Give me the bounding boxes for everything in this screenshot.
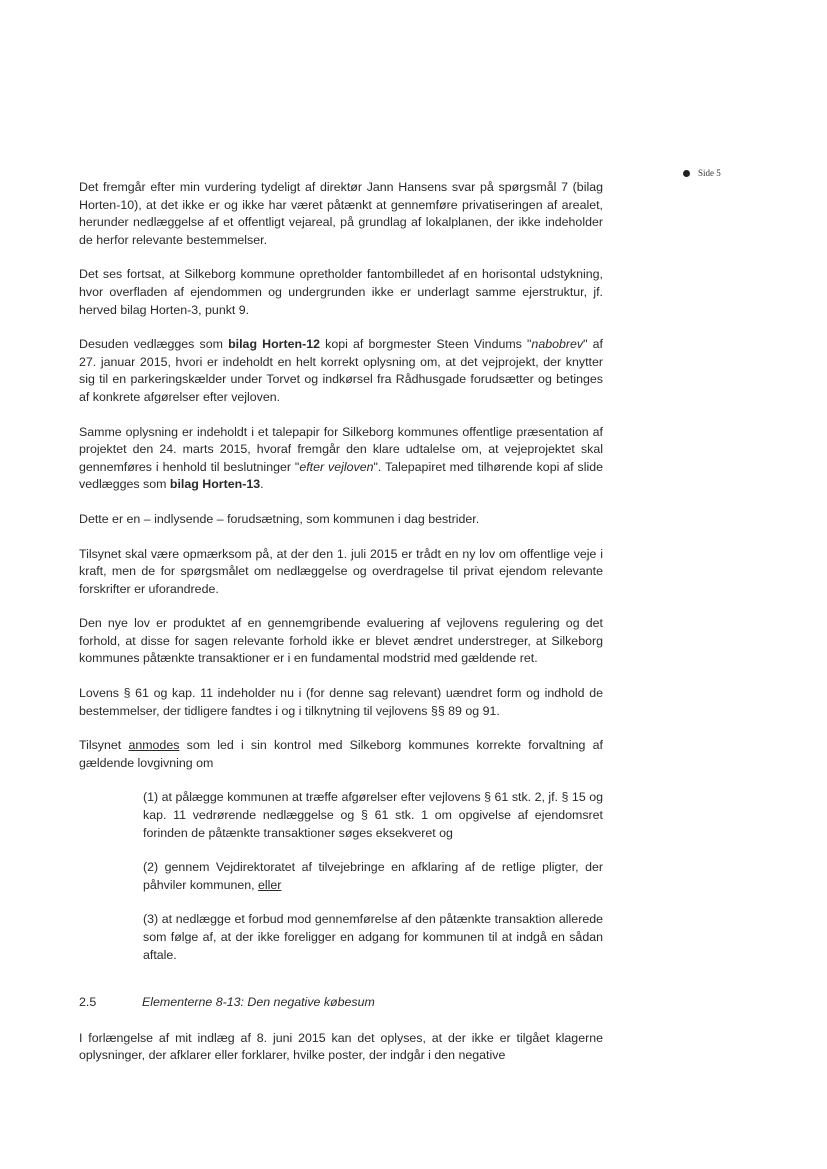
text: ". Talepapiret med tilhørende kopi af slide vedlægges som (79, 459, 604, 492)
text: " af 27. januar 2015, hvori er indeholdt en helt korrekt oplysning om, at det vejprojekt, der knytter sig til en parkeringskælder under Torvet og indkørsel fra Rådhusgade forudsætter og betinges af konkrete afgørelser efter vejloven. (79, 337, 603, 404)
page-number-label: Side 5 (698, 168, 721, 178)
paragraph-10: I forlængelse af mit indlæg af 8. juni 2015 kan det oplyses, at der ikke er tilgået klagerne oplysninger, der afklarer eller forklarer, hvilke poster, der indgår i den negative (79, 1030, 603, 1063)
appendix-ref-horten-12: bilag Horten-12 (228, 337, 320, 352)
text: (2) gennem Vejdirektoratet af tilvejebringe en afklaring af de retlige pligter, der påhviler kommunen, (143, 860, 603, 892)
paragraph-4 (79, 424, 603, 494)
appendix-ref-horten-13: bilag Horten-13 (169, 477, 261, 492)
text: . (260, 477, 264, 492)
document-body (79, 179, 603, 1082)
list-item-1: (1) at pålægge kommunen at træffe afgørelser efter vejlovens § 61 stk. 2, jf. § 15 og kap. 11 vedrørende nedlæggelse og § 61 stk. 1 om opgivelse af ejendomsret forinden de påtænkte transaktioner søges eksekveret og (143, 790, 603, 840)
paragraph-9 (79, 737, 603, 772)
text: kopi af borgmester Steen Vindums " (320, 337, 532, 352)
paragraph-2: Det ses fortsat, at Silkeborg kommune opretholder fantombilledet af en horisontal udstykning, hvor overfladen af ejendommen og undergrunden ikke er underlagt samme ejerstruktur, jf. herved bilag Horten-3, punkt 9. (79, 267, 603, 317)
paragraph-1: Det fremgår efter min vurdering tydeligt af direktør Jann Hansens svar på spørgsmål 7 (bilag Horten-10), at det ikke er og ikke har været påtænkt at gennemføre privatiseringen af arealet, herunder nedlæggelse af et offentligt vejareal, på grundlag af lokalplanen, der ikke indeholder de herfor relevante bestemmelser. (79, 180, 603, 247)
italic-term: efter vejloven (299, 459, 374, 474)
list-item-3: (3) at nedlægge et forbud mod gennemførelse af den påtænkte transaktion allerede som følge af, at der ikke foreligger en adgang for kommunen til at indgå en sådan aftale. (143, 912, 603, 962)
paragraph-7: Den nye lov er produktet af en gennemgribende evaluering af vejlovens regulering og det forhold, at disse for sagen relevante forhold ikke er blevet ændret understreger, at Silkeborg kommunes påtænkte transaktioner er i en fundamental modstrid med gældende ret. (79, 616, 603, 666)
underlined-term: eller (258, 877, 282, 892)
section-heading (79, 994, 603, 1012)
paragraph-6: Tilsynet skal være opmærksom på, at der den 1. juli 2015 er trådt en ny lov om offentlige veje i kraft, men de for spørgsmålet om nedlæggelse og overdragelse til privat ejendom relevante forskrifter er uforandrede. (79, 546, 603, 596)
text: som led i sin kontrol med Silkeborg kommunes korrekte forvaltning af gældende lovgivning om (79, 738, 603, 770)
paragraph-3 (79, 336, 603, 406)
text: Tilsynet (79, 738, 129, 753)
text: Samme oplysning er indeholdt i et talepapir for Silkeborg kommunes offentlige præsentation af projektet den 24. marts 2015, hvoraf fremgår den klare udtalelse om, at vejeprojektet skal gennemføres i henhold til beslutninger " (79, 424, 603, 474)
italic-term: nabobrev (531, 337, 584, 352)
bullet-dot-icon (683, 170, 690, 177)
section-title: Elementerne 8-13: Den negative købesum (142, 995, 375, 1010)
underlined-term: anmodes (128, 738, 180, 753)
paragraph-8: Lovens § 61 og kap. 11 indeholder nu i (for denne sag relevant) uændret form og indhold de bestemmelser, der tidligere fandtes i og i tilknytning til vejlovens §§ 89 og 91. (79, 686, 603, 718)
page-number (683, 168, 721, 178)
section-number: 2.5 (79, 995, 97, 1010)
paragraph-5: Dette er en – indlysende – forudsætning, som kommunen i dag bestrider. (79, 511, 480, 526)
list-item-2 (143, 859, 603, 894)
text: Desuden vedlægges som (79, 337, 229, 352)
